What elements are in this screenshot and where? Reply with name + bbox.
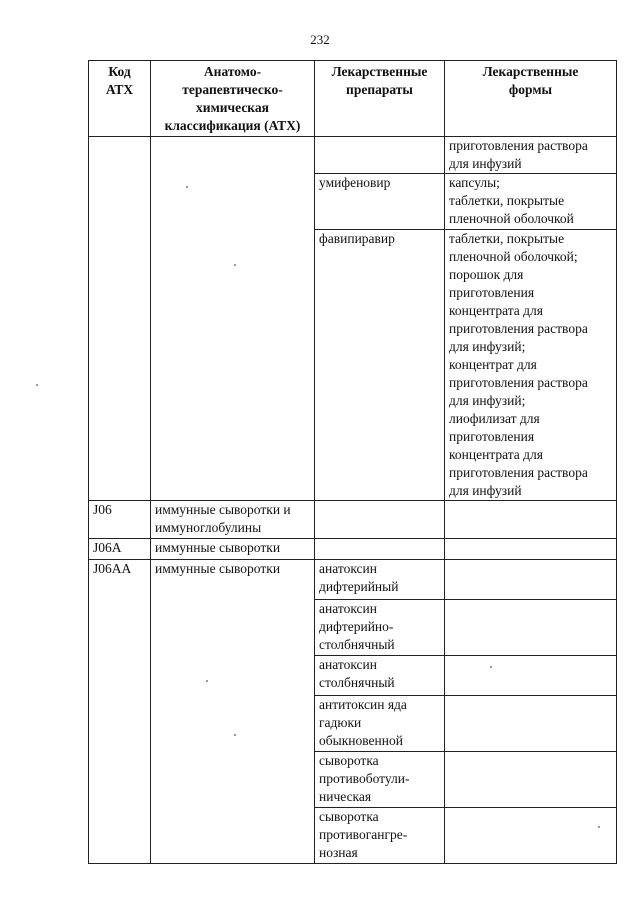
cell-drug-empty <box>315 539 445 560</box>
cell-classification: иммунные сыворотки <box>151 539 315 560</box>
cell-forms-empty <box>445 656 617 696</box>
cell-drug: анатоксин дифтерийно- столбнячный <box>315 600 445 656</box>
header-forms: Лекарственные формы <box>445 61 617 137</box>
page-number: 232 <box>310 32 330 47</box>
cell-classification: иммунные сыворотки <box>151 560 315 864</box>
cell-forms-empty <box>445 696 617 752</box>
cell-forms-empty <box>445 752 617 808</box>
scan-speck <box>490 666 492 668</box>
cell-code: J06AA <box>89 560 151 864</box>
cell-drug: фавипиравир <box>315 230 445 501</box>
table-row <box>89 560 617 600</box>
cell-forms-empty <box>445 539 617 560</box>
cell-drug: антитоксин яда гадюки обыкновенной <box>315 696 445 752</box>
cell-forms: капсулы; таблетки, покрытые пленочной оболочкой <box>445 174 617 230</box>
scan-speck <box>234 734 236 736</box>
scan-speck <box>36 384 38 386</box>
scan-speck <box>186 186 188 188</box>
header-classification: Анатомо- терапевтическо- химическая классификация (АТХ) <box>151 61 315 137</box>
table-row <box>89 539 617 560</box>
cell-drug: анатоксин дифтерийный <box>315 560 445 600</box>
cell-drug: сыворотка противогангре- нозная <box>315 808 445 864</box>
cell-drug: сыворотка противоботули- ническая <box>315 752 445 808</box>
cell-forms-empty <box>445 808 617 864</box>
cell-code-empty <box>89 137 151 501</box>
table-row <box>89 137 617 174</box>
cell-drug: анатоксин столбнячный <box>315 656 445 696</box>
cell-drug: умифеновир <box>315 174 445 230</box>
header-code: Код АТХ <box>89 61 151 137</box>
cell-drug-empty <box>315 501 445 539</box>
cell-forms: таблетки, покрытые пленочной оболочкой; порошок для приготовления концентрата для приготовления раствора для инфузий; концентрат для приготовления раствора для инфузий; лиофилизат для приготовления концентрата для приготовления раствора для инфузий <box>445 230 617 501</box>
scan-speck <box>206 680 208 682</box>
cell-forms-empty <box>445 501 617 539</box>
scan-speck <box>234 264 236 266</box>
atx-table <box>88 60 617 864</box>
header-drugs: Лекарственные препараты <box>315 61 445 137</box>
cell-forms-empty <box>445 600 617 656</box>
cell-code: J06 <box>89 501 151 539</box>
cell-code: J06A <box>89 539 151 560</box>
cell-classification: иммунные сыворотки и иммуноглобулины <box>151 501 315 539</box>
cell-forms-empty <box>445 560 617 600</box>
scan-speck <box>598 826 600 828</box>
cell-drug-empty <box>315 137 445 174</box>
cell-forms: приготовления раствора для инфузий <box>445 137 617 174</box>
table-row <box>89 501 617 539</box>
table-header-row <box>89 61 617 137</box>
cell-classification-empty <box>151 137 315 501</box>
